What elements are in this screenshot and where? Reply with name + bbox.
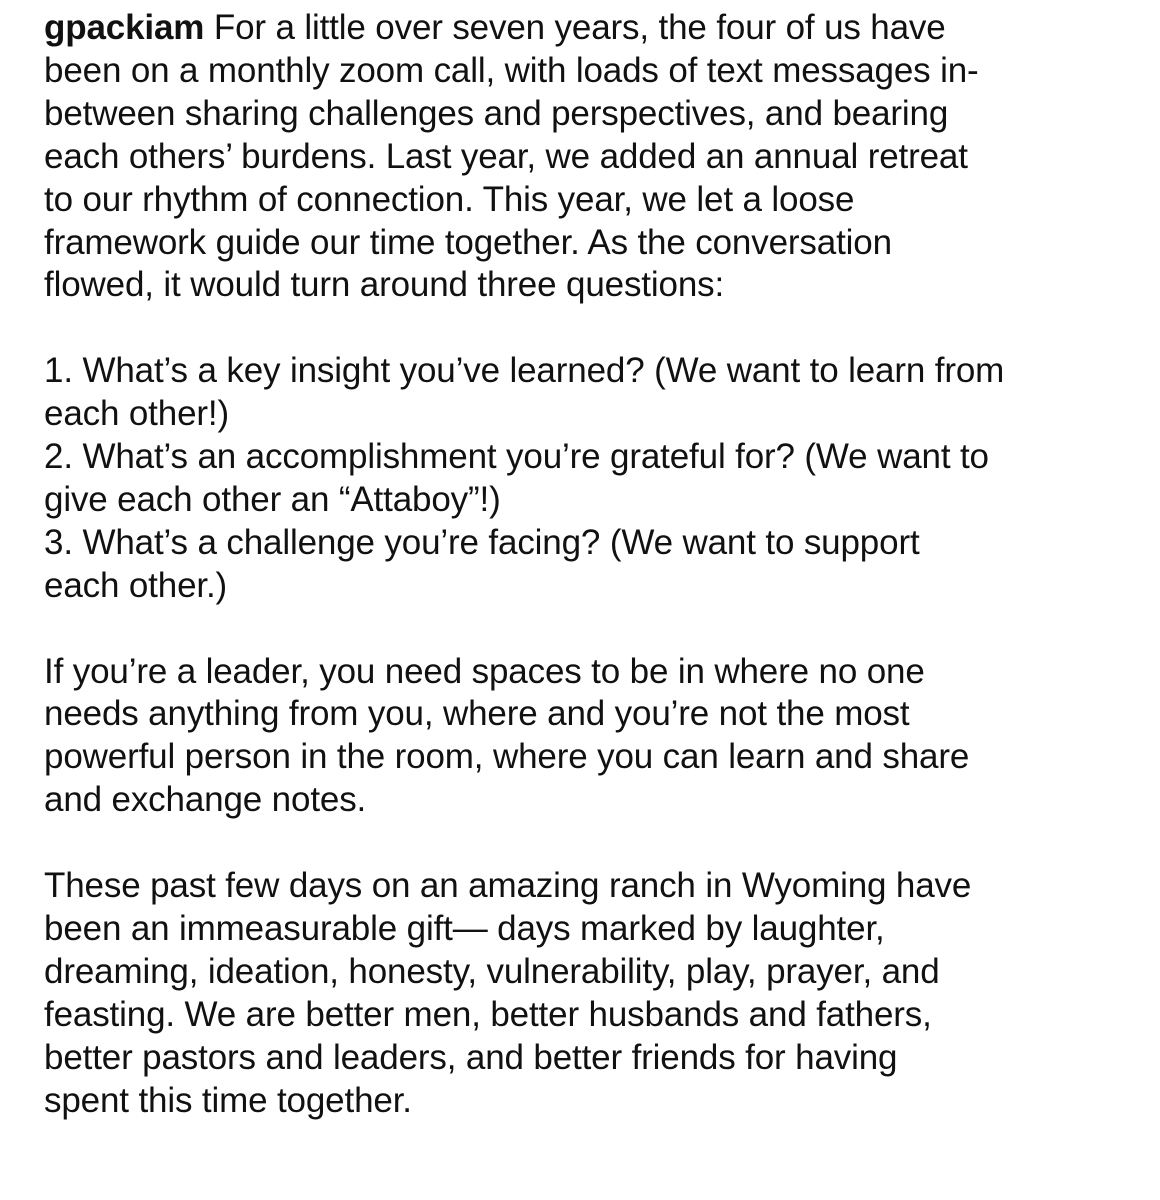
- caption-line: If you’re a leader, you need spaces to be in where no one: [44, 651, 925, 691]
- caption-line: been an immeasurable gift— days marked by laughter,: [44, 908, 885, 948]
- caption-line: each other!): [44, 394, 229, 434]
- caption-line: each other.): [44, 565, 228, 605]
- caption-line: needs anything from you, where and you’re not the most: [44, 694, 910, 734]
- caption-line: powerful person in the room, where you can learn and share: [44, 737, 970, 777]
- username-link[interactable]: gpackiam: [44, 8, 205, 47]
- caption-line: 1. What’s a key insight you’ve learned? (We want to learn from: [44, 351, 1005, 391]
- caption-line: been on a monthly zoom call, with loads of text messages in-: [44, 50, 979, 90]
- caption-line: spent this time together.: [44, 1080, 412, 1120]
- caption-line: to our rhythm of connection. This year, we let a loose: [44, 179, 855, 219]
- caption-line: 2. What’s an accomplishment you’re grateful for? (We want to: [44, 437, 989, 477]
- caption-line: feasting. We are better men, better husbands and fathers,: [44, 994, 932, 1034]
- paragraph-gap: [44, 822, 1144, 865]
- paragraph-gap: [44, 307, 1144, 350]
- caption-first-line: [44, 7, 1144, 50]
- caption-line: 3. What’s a challenge you’re facing? (We want to support: [44, 522, 920, 562]
- caption-text: For a little over seven years, the four of us have: [213, 8, 946, 47]
- post-caption: [44, 7, 1144, 1123]
- caption-line: These past few days on an amazing ranch in Wyoming have: [44, 866, 972, 906]
- caption-intro-paragraph: [44, 7, 1144, 307]
- caption-line: each others’ burdens. Last year, we added an annual retreat: [44, 136, 968, 176]
- caption-line: flowed, it would turn around three questions:: [44, 265, 725, 305]
- caption-line: and exchange notes.: [44, 780, 367, 820]
- caption-line: dreaming, ideation, honesty, vulnerability, play, prayer, and: [44, 951, 940, 991]
- caption-ranch-paragraph: [44, 865, 1144, 1122]
- caption-line: give each other an “Attaboy”!): [44, 479, 501, 519]
- caption-questions-paragraph: [44, 350, 1144, 607]
- caption-line: better pastors and leaders, and better friends for having: [44, 1037, 898, 1077]
- caption-leader-paragraph: [44, 651, 1144, 823]
- caption-line: framework guide our time together. As the conversation: [44, 222, 892, 262]
- caption-line: between sharing challenges and perspectives, and bearing: [44, 93, 949, 133]
- paragraph-gap: [44, 608, 1144, 651]
